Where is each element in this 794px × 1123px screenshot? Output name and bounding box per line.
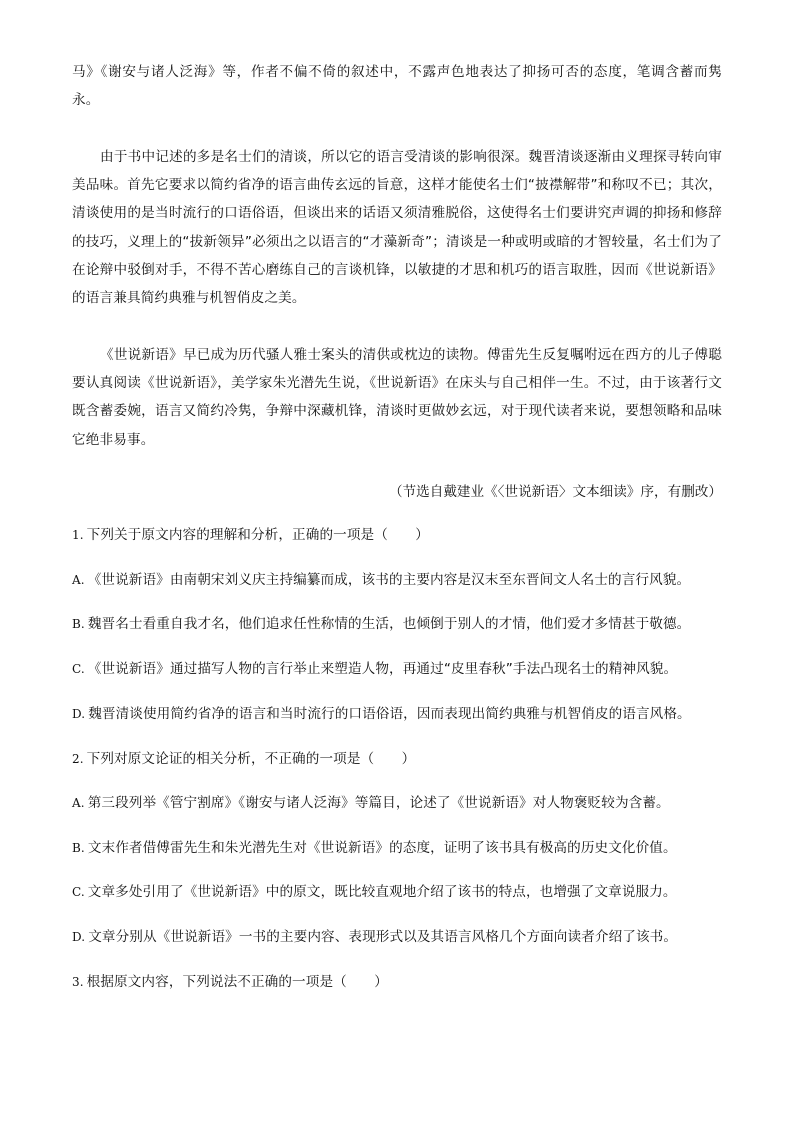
passage-paragraph-continued: 马》《谢安与诸人泛海》等，作者不偏不倚的叙述中，不露声色地表达了抑扬可否的态度，笔调含蓄而隽永。 bbox=[72, 64, 722, 109]
option-letter: C. bbox=[72, 662, 85, 676]
option-text: 文章分别从《世说新语》一书的主要内容、表现形式以及其语言风格几个方面向读者介绍了该书。 bbox=[88, 929, 678, 945]
question-3-stem bbox=[72, 970, 732, 994]
passage-paragraph-influence: 《世说新语》早已成为历代骚人雅士案头的清供或枕边的读物。傅雷先生反复嘱咐远在西方的儿子傅聪要认真阅读《世说新语》，美学家朱光潜先生说，《世说新语》在床头与自己相伴一生。不过，由于该著行文既含蓄委婉，语言又简约冷隽，争辩中深藏机锋，清谈时更做妙玄远，对于现代读者来说，要想领略和品味它绝非易事。 bbox=[72, 347, 722, 448]
passage-source-note: （节选自戴建业《〈世说新语〉文本细读》序，有删改） bbox=[388, 484, 722, 500]
question-1-option-b[interactable] bbox=[72, 612, 732, 636]
option-letter: A. bbox=[72, 573, 85, 587]
option-text: 文章多处引用了《世说新语》中的原文，既比较直观地介绍了该书的特点，也增强了文章说服力。 bbox=[87, 884, 677, 900]
question-1-option-c[interactable] bbox=[72, 657, 732, 681]
question-1-stem bbox=[72, 523, 732, 547]
question-number: 3. bbox=[72, 975, 84, 989]
option-letter: B. bbox=[72, 617, 85, 631]
question-number: 1. bbox=[72, 528, 84, 542]
option-letter: D. bbox=[72, 707, 86, 721]
question-1-option-d[interactable] bbox=[72, 702, 732, 726]
question-2-stem bbox=[72, 747, 732, 771]
option-text: 魏晋清谈使用简约省净的语言和当时流行的口语俗语，因而表现出简约典雅与机智俏皮的语言风格。 bbox=[88, 706, 691, 722]
option-text: 《世说新语》由南朝宋刘义庆主持编纂而成，该书的主要内容是汉末至东晋间文人名士的言行风貌。 bbox=[87, 572, 691, 588]
question-2-option-b[interactable] bbox=[72, 836, 732, 860]
option-text: 文末作者借傅雷先生和朱光潜先生对《世说新语》的态度，证明了该书具有极高的历史文化价值。 bbox=[87, 840, 677, 856]
option-text: 第三段列举《管宁割席》《谢安与诸人泛海》等篇目，论述了《世说新语》对人物褒贬较为含蓄。 bbox=[87, 795, 670, 811]
option-letter: B. bbox=[72, 841, 85, 855]
option-letter: D. bbox=[72, 930, 86, 944]
option-text: 魏晋名士看重自我才名，他们追求任性称情的生活，也倾倒于别人的才情，他们爱才多情甚于敬德。 bbox=[87, 616, 691, 632]
passage-paragraph-language: 由于书中记述的多是名士们的清谈，所以它的语言受清谈的影响很深。魏晋清谈逐渐由义理探寻转向审美品味。首先它要求以简约省净的语言曲传玄远的旨意，这样才能使名士们“披襟解带”和称叹不已；其次，清谈使用的是当时流行的口语俗语，但谈出来的话语又须清雅脱俗，这使得名士们要讲究声调的抑扬和修辞的技巧，义理上的“拔新领异”必须出之以语言的“才藻新奇”；清谈是一种或明或暗的才智较量，名士们为了在论辩中驳倒对手，不得不苦心磨练自己的言谈机锋，以敏捷的才思和机巧的语言取胜，因而《世说新语》的语言兼具简约典雅与机智俏皮之美。 bbox=[72, 149, 722, 307]
option-letter: C. bbox=[72, 885, 85, 899]
question-2-option-c[interactable] bbox=[72, 880, 732, 904]
question-text: 下列对原文论证的相关分析，不正确的一项是（ ） bbox=[86, 751, 416, 767]
option-text: 《世说新语》通过描写人物的言行举止来塑造人物，再通过“皮里春秋”手法凸现名士的精神风貌。 bbox=[87, 661, 678, 677]
question-1-option-a[interactable] bbox=[72, 568, 732, 592]
option-letter: A. bbox=[72, 796, 85, 810]
question-text: 根据原文内容，下列说法不正确的一项是（ ） bbox=[86, 974, 388, 990]
question-number: 2. bbox=[72, 752, 84, 766]
question-2-option-d[interactable] bbox=[72, 925, 732, 949]
question-text: 下列关于原文内容的理解和分析，正确的一项是（ ） bbox=[86, 527, 429, 543]
question-2-option-a[interactable] bbox=[72, 791, 732, 815]
